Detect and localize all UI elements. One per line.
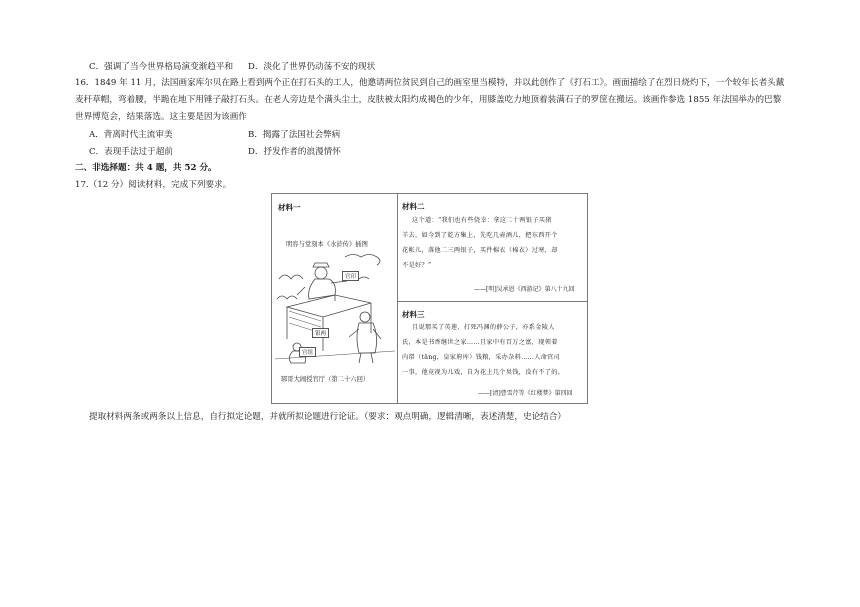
option-c-prev: C．强调了当今世界格局演变渐趋平和 — [89, 62, 234, 72]
material2-source: ——[明]吴承恩《西游记》第八十九回 — [474, 286, 575, 293]
q16-line3: 世界博览会，结果落选。这主要是因为该画作 — [75, 112, 247, 122]
material1-title: 材料一 — [278, 203, 301, 212]
material3-line1: 且说那买了英莲、打死冯渊的薛公子，亦系金陵人 — [412, 324, 555, 331]
tag-official: 官组 — [299, 347, 316, 357]
material3-line3: 内帑（tǎng，皇家府库）钱粮，采办杂料……人命官司 — [402, 354, 561, 361]
material3-line2: 氏，本是书香继世之家……且家中有百万之富，现领着 — [402, 339, 558, 346]
tag-silver: 银两 — [312, 328, 329, 338]
material2-title: 材料二 — [402, 202, 425, 211]
material3-line4: 一事，他竟视为儿戏，自为花上几个臭钱，没有不了的。 — [402, 369, 565, 376]
q17-stem: 17.（12 分）阅读材料，完成下列要求。 — [75, 180, 232, 190]
material1-caption-bottom: 郓哥大闹授官厅（第二十六回） — [281, 376, 370, 383]
material3-title: 材料三 — [402, 310, 425, 319]
q16-option-a: A．背离时代主流审美 — [89, 130, 173, 140]
material2-line3: 花帐儿，落他二三两银子，买件棉衣（棉衣）过寒，却 — [402, 247, 558, 254]
shuihu-illustration — [275, 251, 395, 366]
option-d-prev: D．淡化了世界仍动荡不安的现状 — [248, 62, 376, 72]
material2-panel — [398, 194, 587, 302]
material2-line1: 这个道：“我们也有些侥幸：拿这二十两银子买猪 — [412, 217, 552, 224]
q16-line1: 16．1849 年 11 月，法国画家库尔贝在路上看到两个正在打石头的工人，他邀请两位贫民到自己的画室里当模特，并以此创作了《打石工》。画面描绘了在烈日烧灼下，一个较年长者头戴 — [75, 78, 785, 88]
q16-option-c: C．表现手法过于超前 — [89, 147, 173, 157]
material1-panel — [272, 194, 398, 403]
material1-caption-top: 明容与堂刻本《水浒传》插图 — [286, 241, 368, 248]
section-heading: 二、非选择题：共 4 题，共 52 分。 — [75, 163, 217, 173]
material2-line2: 羊去，如今到了乾方集上，先吃几壶酒儿，把东西开个 — [402, 232, 558, 239]
material2-line4: 不是好？” — [402, 262, 432, 269]
q16-line2: 麦秆草帽，弯着腰，半跪在地下用锤子敲打石头。在老人旁边是个满头尘土，皮肤被太阳灼成褐色的少年，用膝盖吃力地顶着装满石子的罗筐在搬运。该画作参选 1855 年法国举办的巴黎 — [75, 95, 782, 105]
tag-official-seal: 官印 — [342, 271, 359, 281]
material3-panel — [398, 302, 587, 403]
materials-box — [271, 193, 588, 404]
q16-option-b: B．揭露了法国社会弊病 — [248, 130, 341, 140]
q17-task: 提取材料两条或两条以上信息，自行拟定论题，并就所拟论题进行论证。（要求：观点明确，逻辑清晰，表述清楚，史论结合） — [89, 412, 566, 422]
material3-source: ——[清]曹雪芹等《红楼梦》第四回 — [478, 390, 573, 397]
q16-option-d: D．抒发作者的浪漫情怀 — [248, 147, 341, 157]
